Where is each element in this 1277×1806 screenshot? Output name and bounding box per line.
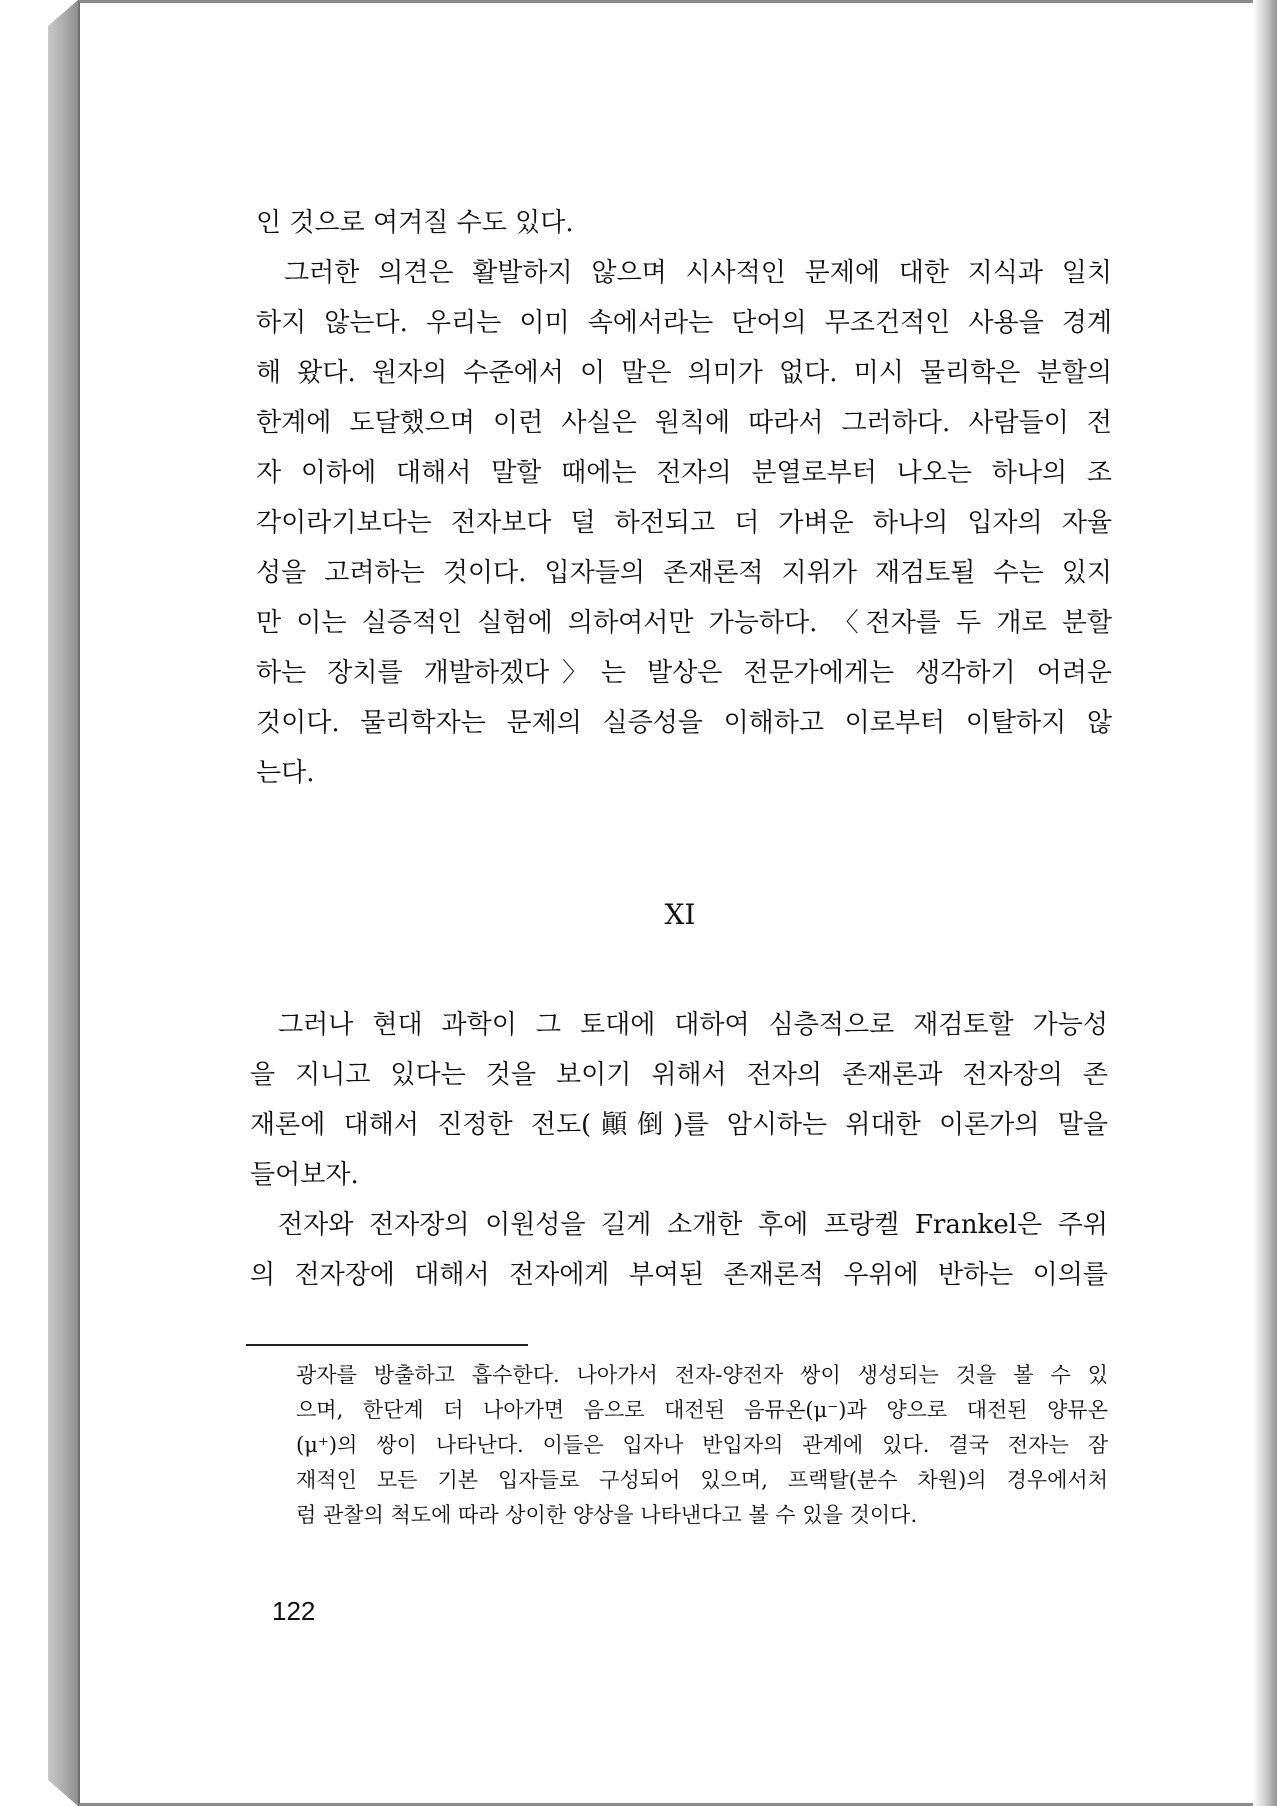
footnote-line: (μ⁺)의 쌍이 나타난다. 이들은 입자나 반입자의 관계에 있다. 결국 전자는 잠: [296, 1433, 1108, 1457]
text-line: 것이다. 물리학자는 문제의 실증성을 이해하고 이로부터 이탈하지 않: [256, 708, 1112, 738]
text-line: 을 지니고 있다는 것을 보이기 위해서 전자의 존재론과 전자장의 존: [250, 1060, 1108, 1090]
text-line: 인 것으로 여겨질 수도 있다.: [256, 208, 574, 238]
footnote-line: 으며, 한단계 더 나아가면 음으로 대전된 음뮤온(μ⁻)과 양으로 대전된 양뮤온: [296, 1398, 1108, 1422]
text-line: 하지 않는다. 우리는 이미 속에서라는 단어의 무조건적인 사용을 경계: [256, 308, 1112, 338]
text-line: 는다.: [256, 758, 315, 788]
text-line: 각이라기보다는 전자보다 덜 하전되고 더 가벼운 하나의 입자의 자율: [256, 508, 1112, 538]
text-line: 하는 장치를 개발하겠다〉는 발상은 전문가에게는 생각하기 어려운: [256, 658, 1112, 688]
footnote: [296, 1358, 1108, 1533]
text-line: 한계에 도달했으며 이런 사실은 원칙에 따라서 그러하다. 사람들이 전: [256, 408, 1112, 438]
page-number: 122: [272, 1596, 316, 1626]
text-line: 들어보자.: [250, 1160, 359, 1190]
text-line: 전자와 전자장의 이원성을 길게 소개한 후에 프랑켈 Frankel은 주위: [278, 1210, 1108, 1240]
text-line: 해 왔다. 원자의 수준에서 이 말은 의미가 없다. 미시 물리학은 분할의: [256, 358, 1112, 388]
body-text-section-2: [250, 1000, 1108, 1300]
footnote-line: 럼 관찰의 척도에 따라 상이한 양상을 나타낸다고 볼 수 있을 것이다.: [296, 1503, 918, 1527]
section-heading: XI: [664, 898, 696, 931]
footnote-divider: [246, 1344, 528, 1346]
footnote-line: 광자를 방출하고 흡수한다. 나아가서 전자-양전자 쌍이 생성되는 것을 볼 수 있: [296, 1363, 1108, 1387]
page-edge-shadow: [1253, 0, 1277, 1806]
text-line: 재론에 대해서 진정한 전도(顚倒)를 암시하는 위대한 이론가의 말을: [250, 1110, 1108, 1140]
text-line: 만 이는 실증적인 실험에 의하여서만 가능하다. 〈전자를 두 개로 분할: [256, 608, 1112, 638]
text-line: 성을 고려하는 것이다. 입자들의 존재론적 지위가 재검토될 수는 있지: [256, 558, 1112, 588]
text-line: 의 전자장에 대해서 전자에게 부여된 존재론적 우위에 반하는 이의를: [250, 1260, 1108, 1290]
footnote-line: 재적인 모든 기본 입자들로 구성되어 있으며, 프랙탈(분수 차원)의 경우에서처: [296, 1468, 1108, 1492]
text-line: 자 이하에 대해서 말할 때에는 전자의 분열로부터 나오는 하나의 조: [256, 458, 1112, 488]
body-text-section-1: [256, 198, 1112, 798]
text-line: 그러한 의견은 활발하지 않으며 시사적인 문제에 대한 지식과 일치: [284, 258, 1112, 288]
book-spine: [48, 0, 78, 1806]
text-line: 그러나 현대 과학이 그 토대에 대하여 심층적으로 재검토할 가능성: [278, 1010, 1108, 1040]
